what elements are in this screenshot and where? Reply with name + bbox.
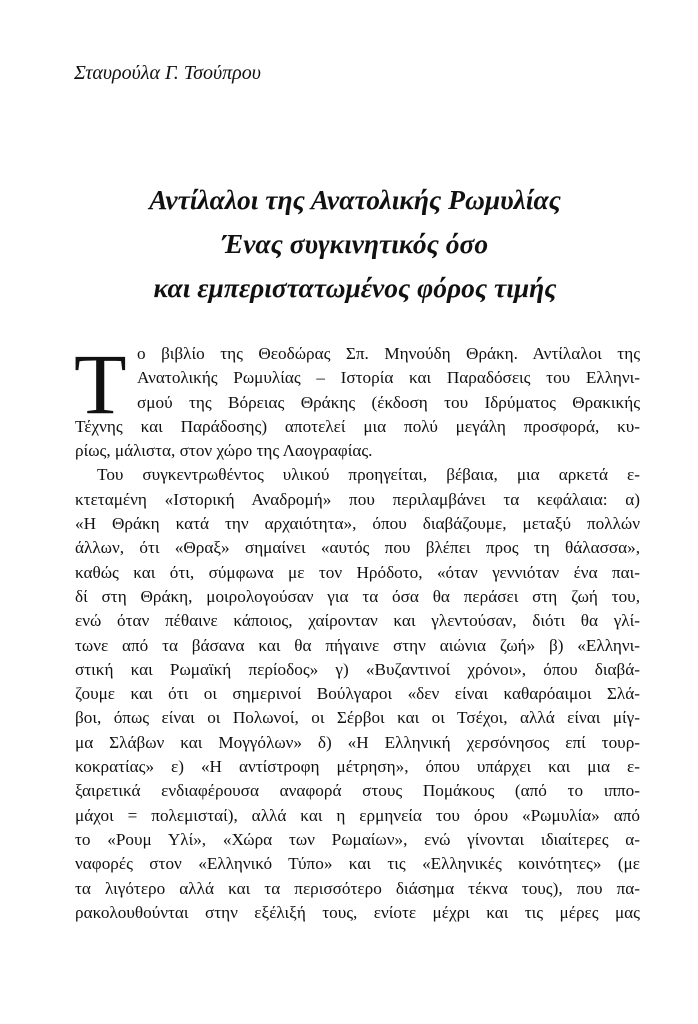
- body-line: Ανατολικής Ρωμυλίας – Ιστορία και Παραδόσεις του Ελληνι-: [137, 368, 640, 388]
- body-line: ρίως, μάλιστα, στον χώρο της Λαογραφίας.: [75, 441, 373, 461]
- body-line: ναφορές στον «Ελληνικό Τύπο» και τις «Ελληνικές κοινότητες» (με: [75, 854, 640, 874]
- body-line: άλλων, ότι «Θραξ» σημαίνει «αυτός που βλέπει προς τη θάλασσα»,: [75, 538, 640, 558]
- body-line: μα Σλάβων και Μογγόλων» δ) «Η Ελληνική χερσόνησος επί τουρ-: [75, 732, 640, 752]
- body-line: τωνε από τα βάσανα και θα πήγαινε στην αιώνια ζωή» β) «Ελληνι-: [75, 635, 640, 655]
- body-line: το «Ρουμ Υλί», «Χώρα των Ρωμαίων», ενώ γίνονται ιδιαίτερες α-: [75, 829, 640, 849]
- body-line: βοι, όπως είναι οι Πολωνοί, οι Σέρβοι και οι Τσέχοι, αλλά είναι μίγ-: [75, 708, 640, 728]
- body-line: «Η Θράκη κατά την αρχαιότητα», όπου διαβάζουμε, μεταξύ πολλών: [75, 514, 640, 534]
- title-line: Ένας συγκινητικός όσο: [221, 228, 489, 259]
- author-name: Σταυρούλα Γ. Τσούπρου: [74, 62, 261, 84]
- body-line: ξαιρετικά ενδιαφέρουσα αναφορά στους Πομάκους (από το ιππο-: [75, 781, 640, 801]
- body-line: σμού της Βόρειας Θράκης (έκδοση του Ιδρύματος Θρακικής: [137, 392, 640, 412]
- body-line: ενώ όταν πέθαινε κάποιος, χαίρονταν και γλεντούσαν, διότι θα γλί-: [75, 611, 640, 631]
- body-line: στική και Ρωμαϊκή περίοδος» γ) «Βυζαντινοί χρόνοι», όπου διαβά-: [75, 659, 640, 679]
- body-line: Του συγκεντρωθέντος υλικού προηγείται, βέβαια, μια αρκετά ε-: [97, 465, 640, 485]
- body-line: καθώς και ότι, σύμφωνα με τον Ηρόδοτο, «όταν γεννιόταν ένα παι-: [75, 562, 640, 582]
- article-title: [30, 178, 680, 310]
- body-line: ο βιβλίο της Θεοδώρας Σπ. Μηνούδη Θράκη. Αντίλαλοι της: [137, 344, 640, 363]
- title-line: και εμπεριστατωμένος φόρος τιμής: [153, 272, 557, 303]
- body-line: ζουμε και ότι οι σημερινοί Βούλγαροι «δεν είναι καθαρόαιμοι Σλά-: [75, 684, 640, 704]
- body-line: δί στη Θράκη, μοιρολογούσαν για τα όσα θα περάσει στη ζωή του,: [75, 586, 640, 606]
- body-line: Τέχνης και Παράδοσης) αποτελεί μια πολύ μεγάλη προσφορά, κυ-: [75, 416, 640, 436]
- body-line: τα λιγότερο αλλά και τα περισσότερο διάσημα τέκνα τους), που πα-: [75, 878, 640, 898]
- body-line: κοκρατίας» ε) «Η αντίστροφη μέτρηση», όπου υπάρχει και μια ε-: [75, 757, 640, 777]
- title-line: Αντίλαλοι της Ανατολικής Ρωμυλίας: [149, 184, 561, 215]
- body-line: ρακολουθούνται στην εξέλιξή τους, ενίοτε μέχρι και τις μέρες μας: [75, 902, 640, 922]
- article-body: [74, 336, 640, 925]
- body-line: κτεταμένη «Ιστορική Αναδρομή» που περιλαμβάνει τα κεφάλαια: α): [75, 489, 640, 509]
- body-line: μάχοι = πολεμισταί), αλλά και η ερμηνεία του όρου «Ρωμυλία» από: [75, 805, 640, 825]
- drop-cap: Τ: [74, 336, 127, 432]
